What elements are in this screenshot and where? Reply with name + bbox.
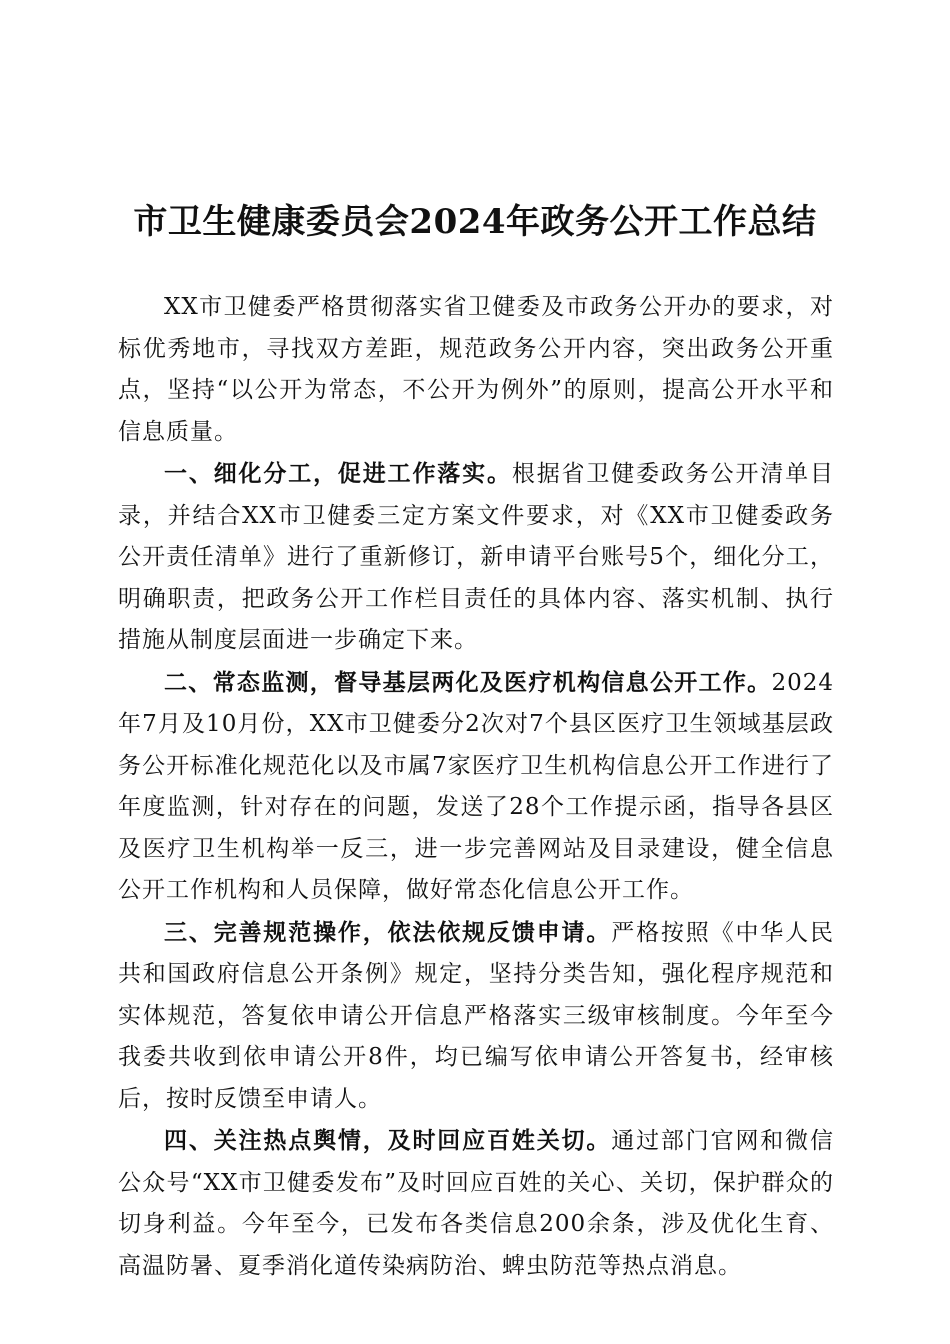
section-text-4: 通过部门官网和微信公众号“XX市卫健委发布”及时回应百姓的关心、关切，保护群众的切身利益。今年至今，已发布各类信息200余条，涉及优化生育、高温防暑、夏季消化道传染病防治、蜱虫防范等热点消息。: [118, 1128, 835, 1279]
document-body: [118, 287, 834, 1287]
section-text-1: 根据省卫健委政务公开清单目录，并结合XX市卫健委三定方案文件要求，对《XX市卫健委政务公开责任清单》进行了重新修订，新申请平台账号5个，细化分工，明确职责，把政务公开工作栏目责任的具体内容、落实机制、执行措施从制度层面进一步确定下来。: [118, 461, 835, 653]
section-heading-4: 四、关注热点舆情，及时回应百姓关切。: [164, 1127, 612, 1154]
section-text-2: 2024年7月及10月份，XX市卫健委分2次对7个县区医疗卫生领域基层政务公开标准化规范化以及市属7家医疗卫生机构信息公开工作进行了年度监测，针对存在的问题，发送了28个工作提示函，指导各县区及医疗卫生机构举一反三，进一步完善网站及目录建设，健全信息公开工作机构和人员保障，做好常态化信息公开工作。: [118, 669, 834, 903]
section-text-3: 严格按照《中华人民共和国政府信息公开条例》规定，坚持分类告知，强化程序规范和实体规范，答复依申请公开信息严格落实三级审核制度。今年至今我委共收到依申请公开8件，均已编写依申请公开答复书，经审核后，按时反馈至申请人。: [118, 919, 835, 1112]
section-heading-1: 一、细化分工，促进工作落实。: [164, 460, 512, 487]
section-paragraph-1: [118, 453, 834, 662]
section-heading-2: 二、常态监测，督导基层两化及医疗机构信息公开工作。: [164, 668, 772, 696]
intro-paragraph: XX市卫健委严格贯彻落实省卫健委及市政务公开办的要求，对标优秀地市，寻找双方差距，规范政务公开内容，突出政务公开重点，坚持“以公开为常态，不公开为例外”的原则，提高公开水平和信息质量。: [118, 294, 834, 445]
section-paragraph-3: [118, 912, 834, 1121]
section-paragraph-4: [118, 1120, 834, 1287]
section-paragraph-2: [118, 662, 834, 912]
section-heading-3: 三、完善规范操作，依法依规反馈申请。: [164, 918, 612, 946]
document-title: 市卫生健康委员会2024年政务公开工作总结: [133, 202, 817, 242]
